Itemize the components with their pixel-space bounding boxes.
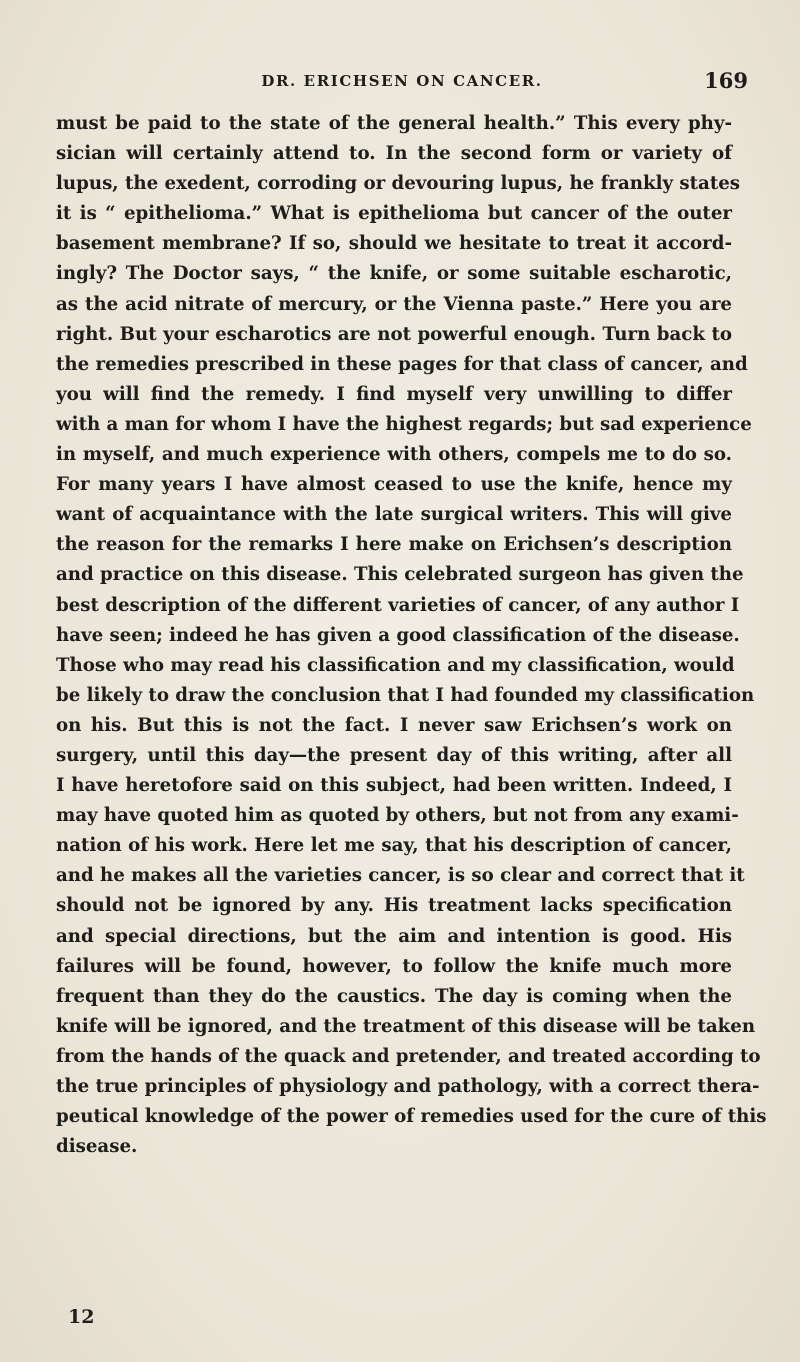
text-line: may have quoted him as quoted by others, but not from any exami-: [56, 805, 739, 827]
text-line: it is “ epithelioma.” What is epithelioma but cancer of the outer: [56, 203, 732, 225]
running-title: DR. ERICHSEN ON CANCER.: [261, 72, 543, 90]
text-line: and he makes all the varieties cancer, is so clear and correct that it: [56, 865, 745, 887]
text-line: sician will certainly attend to. In the second form or variety of: [56, 143, 732, 165]
text-line: lupus, the exedent, corroding or devouring lupus, he frankly states: [56, 173, 741, 195]
text-line: from the hands of the quack and pretender, and treated according to: [56, 1045, 761, 1067]
text-line: basement membrane? If so, should we hesitate to treat it accord-: [56, 233, 732, 255]
text-line: surgery, until this day—the present day of this writing, after all: [56, 744, 732, 766]
text-line: frequent than they do the caustics. The day is coming when the: [56, 985, 732, 1007]
text-line: must be paid to the state of the general health.” This every phy-: [56, 113, 732, 134]
text-line: want of acquaintance with the late surgical writers. This will give: [56, 504, 732, 526]
text-line: knife will be ignored, and the treatment of this disease will be taken: [56, 1015, 756, 1037]
text-line: I have heretofore said on this subject, had been written. Indeed, I: [56, 775, 732, 797]
text-line: the true principles of physiology and pathology, with a correct thera-: [56, 1076, 760, 1097]
text-line: as the acid nitrate of mercury, or the Vienna paste.” Here you are: [56, 293, 732, 315]
text-line: have seen; indeed he has given a good classification of the disease.: [56, 624, 740, 646]
text-line: and special directions, but the aim and intention is good. His: [56, 925, 732, 947]
text-line: failures will be found, however, to follow the knife much more: [56, 955, 732, 977]
text-line: ingly? The Doctor says, “ the knife, or some suitable escharotic,: [56, 263, 732, 285]
text-line: in myself, and much experience with others, compels me to do so.: [56, 444, 732, 466]
text-line: you will find the remedy. I find myself very unwilling to differ: [56, 383, 732, 405]
text-line: with a man for whom I have the highest regards; but sad experience: [56, 413, 752, 435]
text-line: peutical knowledge of the power of remedies used for the cure of this: [56, 1106, 767, 1128]
page-number: 169: [704, 68, 748, 93]
running-head: [56, 68, 748, 98]
text-line: best description of the different varieties of cancer, of any author I: [56, 594, 740, 616]
text-line: be likely to draw the conclusion that I had founded my classification: [56, 684, 755, 706]
text-line: disease.: [56, 1136, 138, 1158]
text-line: the reason for the remarks I here make on Erichsen’s description: [56, 534, 732, 556]
text-line: the remedies prescribed in these pages for that class of cancer, and: [56, 353, 748, 375]
text-line: and practice on this disease. This celebrated surgeon has given the: [56, 564, 744, 586]
body-text: [56, 109, 767, 1162]
text-line: Those who may read his classification and my classification, would: [56, 654, 735, 676]
signature-mark: 12: [68, 1306, 95, 1328]
text-line: For many years I have almost ceased to use the knife, hence my: [56, 474, 732, 496]
text-line: should not be ignored by any. His treatment lacks specification: [56, 895, 732, 917]
text-line: on his. But this is not the fact. I never saw Erichsen’s work on: [56, 714, 732, 736]
text-line: right. But your escharotics are not powerful enough. Turn back to: [56, 323, 732, 345]
text-line: nation of his work. Here let me say, that his description of cancer,: [56, 835, 732, 857]
